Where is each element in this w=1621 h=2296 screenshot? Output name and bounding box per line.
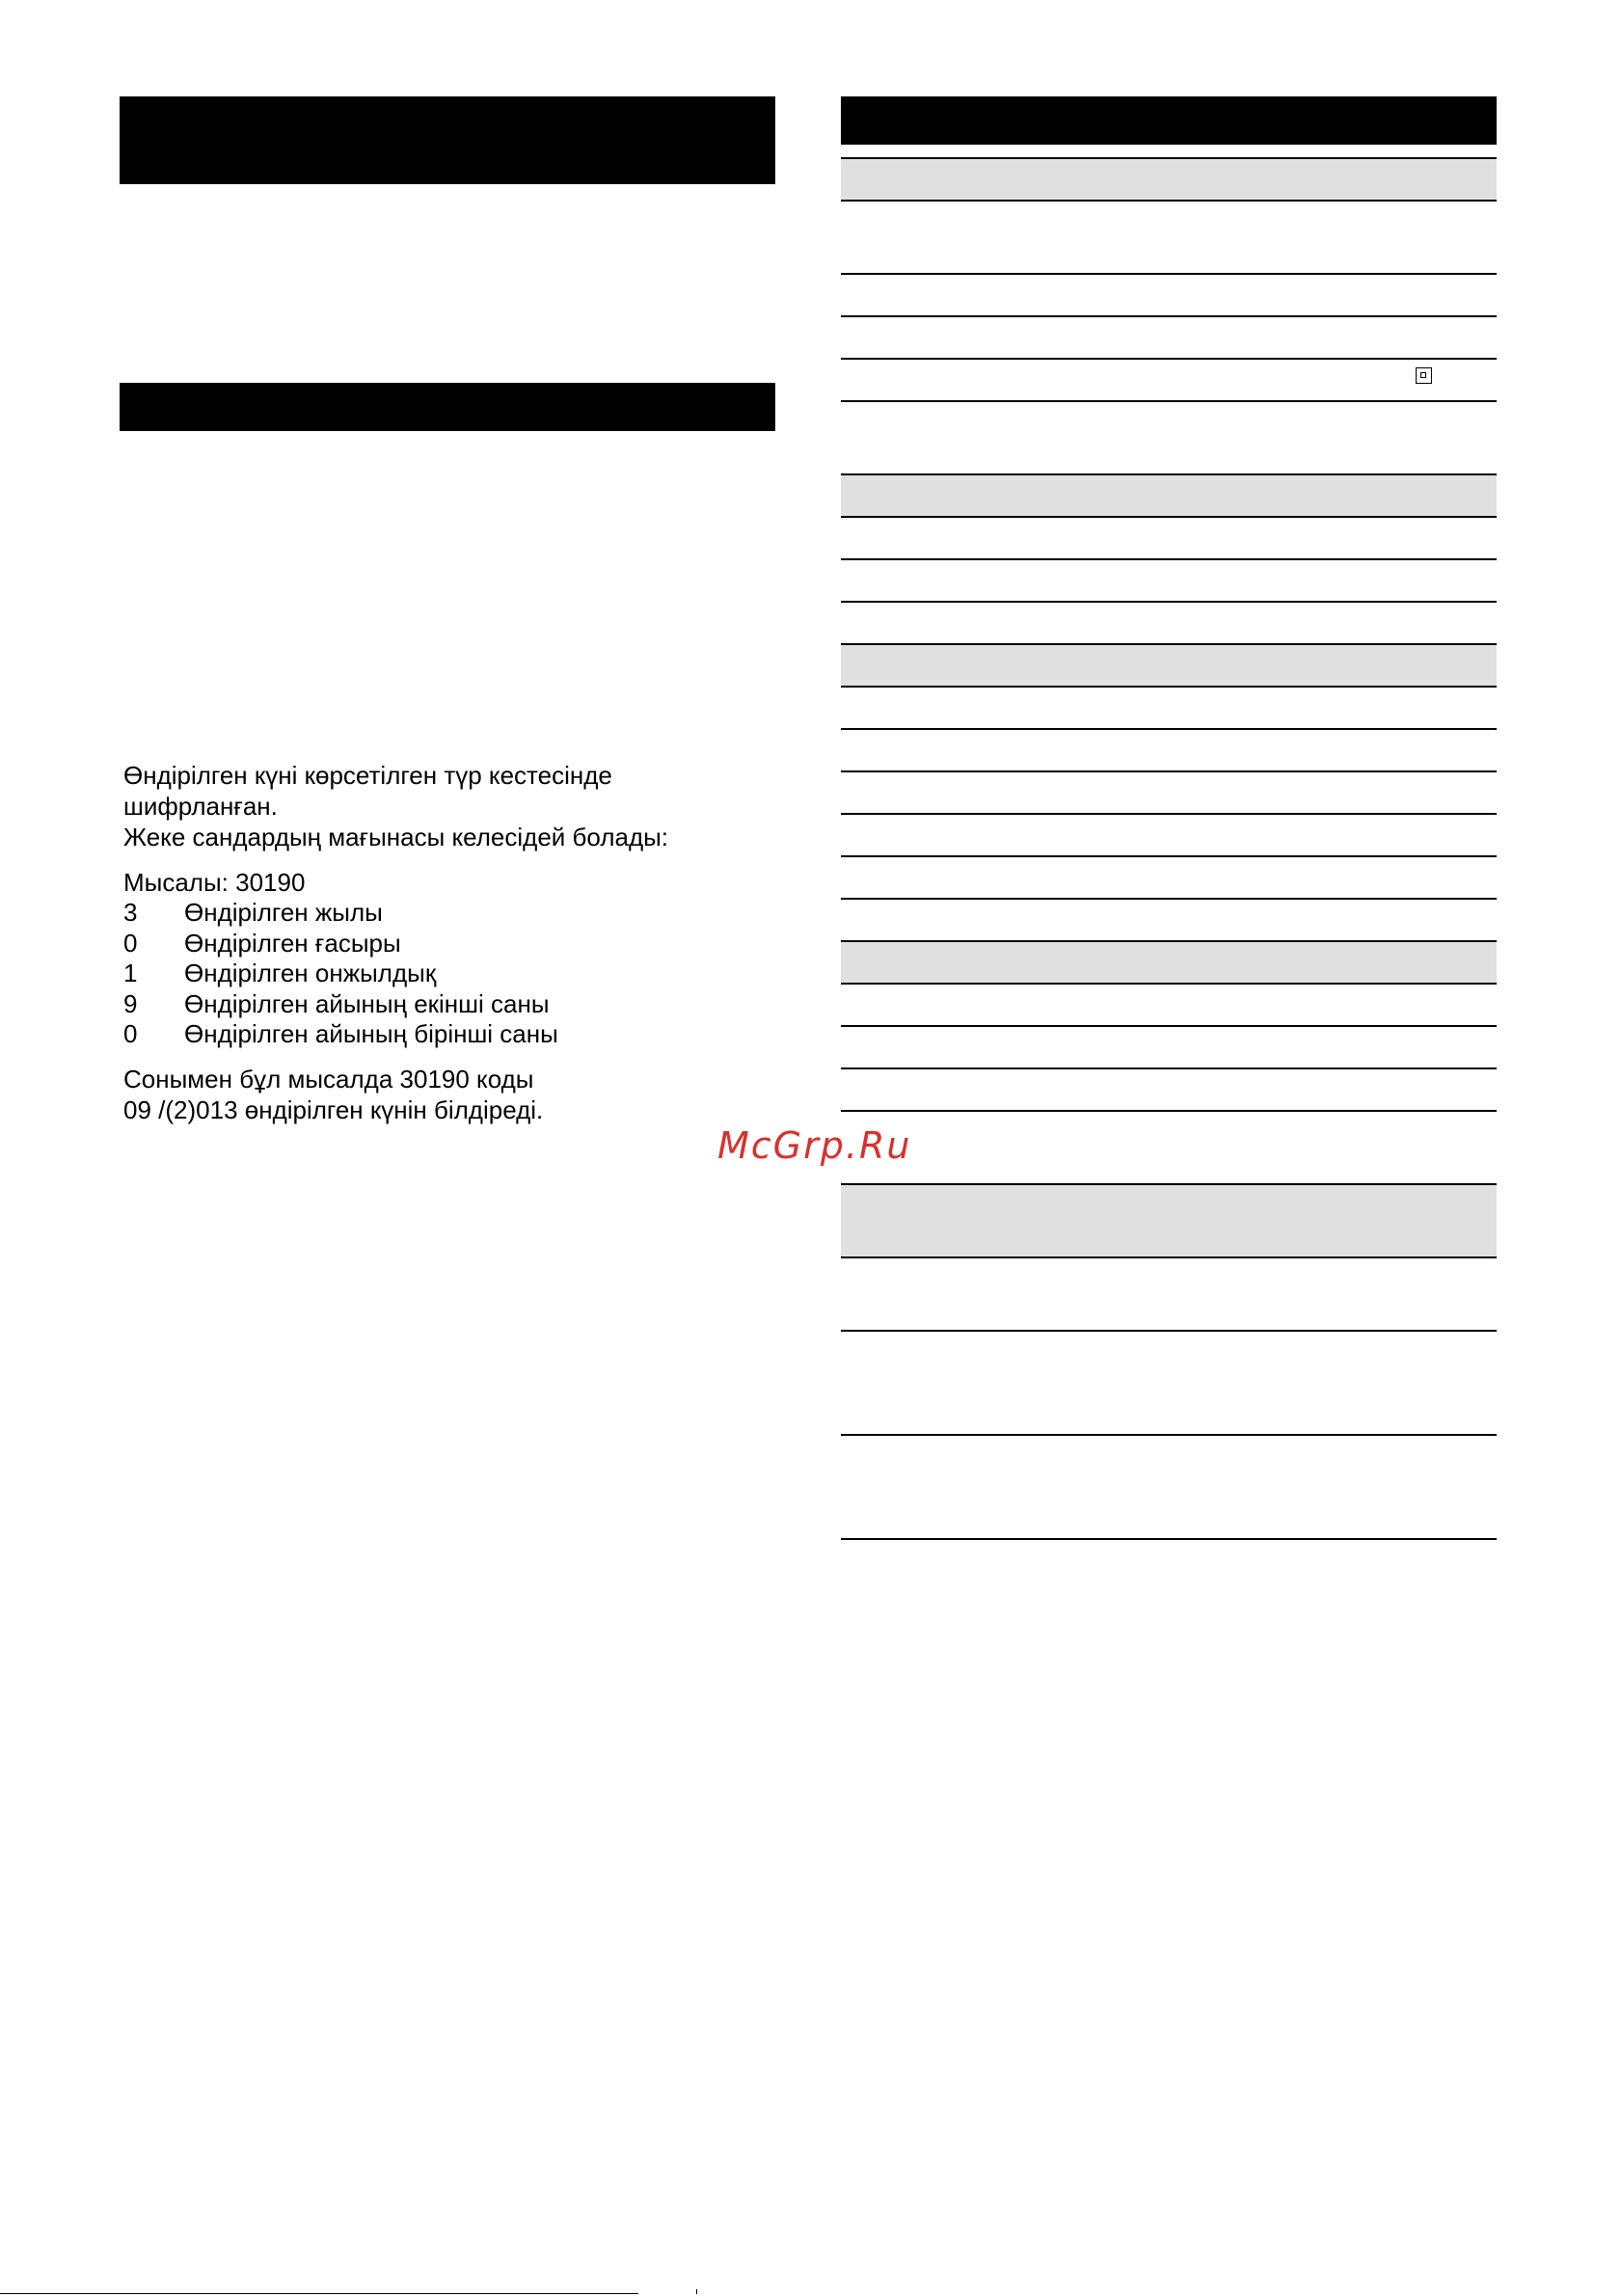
table-rule xyxy=(841,1110,1497,1112)
digit-5-meaning: Өндірілген айының бірінші саны xyxy=(184,1019,558,1048)
spec-table-header xyxy=(841,96,1497,145)
digit-4: 9 xyxy=(123,989,138,1018)
intro-line-2: шифрланған. xyxy=(123,792,278,821)
table-rule xyxy=(841,1183,1497,1185)
table-rule xyxy=(841,686,1497,688)
digit-1: 3 xyxy=(123,898,138,927)
table-rule xyxy=(841,558,1497,560)
table-rule xyxy=(841,1538,1497,1540)
table-rule xyxy=(841,315,1497,317)
table-rule xyxy=(841,940,1497,942)
table-rule xyxy=(841,1025,1497,1027)
spec-section-row xyxy=(841,475,1497,517)
watermark: McGrp.Ru xyxy=(717,1124,912,1167)
table-rule xyxy=(841,1067,1497,1069)
spec-section-row xyxy=(841,159,1497,201)
intro-line-1: Өндірілген күні көрсетілген түр кестесінде xyxy=(123,761,612,790)
table-rule xyxy=(841,157,1497,159)
table-rule xyxy=(841,983,1497,985)
digit-3: 1 xyxy=(123,959,138,987)
example-label: Мысалы: 30190 xyxy=(123,868,306,897)
digit-3-meaning: Өндірілген онжылдық xyxy=(184,959,437,987)
table-rule xyxy=(841,273,1497,275)
intro-line-3: Жеке сандардың мағынасы келесідей болады: xyxy=(123,823,669,851)
conclusion-line-2: 09 /(2)013 өндірілген күнін білдіреді. xyxy=(123,1095,544,1124)
table-rule xyxy=(841,728,1497,730)
spec-section-row xyxy=(841,645,1497,687)
spec-section-row xyxy=(841,1185,1497,1257)
digit-2-meaning: Өндірілген ғасыры xyxy=(184,929,401,958)
table-rule xyxy=(841,855,1497,857)
spec-section-row xyxy=(841,942,1497,984)
table-rule xyxy=(841,400,1497,402)
double-square-icon xyxy=(1416,367,1432,384)
table-rule xyxy=(841,200,1497,202)
table-rule xyxy=(841,1434,1497,1436)
table-rule xyxy=(841,898,1497,900)
table-rule xyxy=(841,1256,1497,1258)
table-rule xyxy=(841,358,1497,360)
table-rule xyxy=(841,770,1497,772)
digit-5: 0 xyxy=(123,1019,138,1048)
left-section-bar xyxy=(120,383,775,431)
footer-rule xyxy=(0,2293,638,2294)
digit-4-meaning: Өндірілген айының екінші саны xyxy=(184,989,550,1018)
digit-1-meaning: Өндірілген жылы xyxy=(184,898,383,927)
table-rule xyxy=(841,516,1497,518)
table-rule xyxy=(841,813,1497,815)
left-title-bar xyxy=(120,96,775,184)
table-rule xyxy=(841,473,1497,475)
digit-2: 0 xyxy=(123,929,138,958)
conclusion-line-1: Сонымен бұл мысалда 30190 коды xyxy=(123,1065,534,1094)
table-rule xyxy=(841,643,1497,645)
footer-tick xyxy=(696,2289,697,2294)
table-rule xyxy=(841,601,1497,603)
table-rule xyxy=(841,1330,1497,1332)
